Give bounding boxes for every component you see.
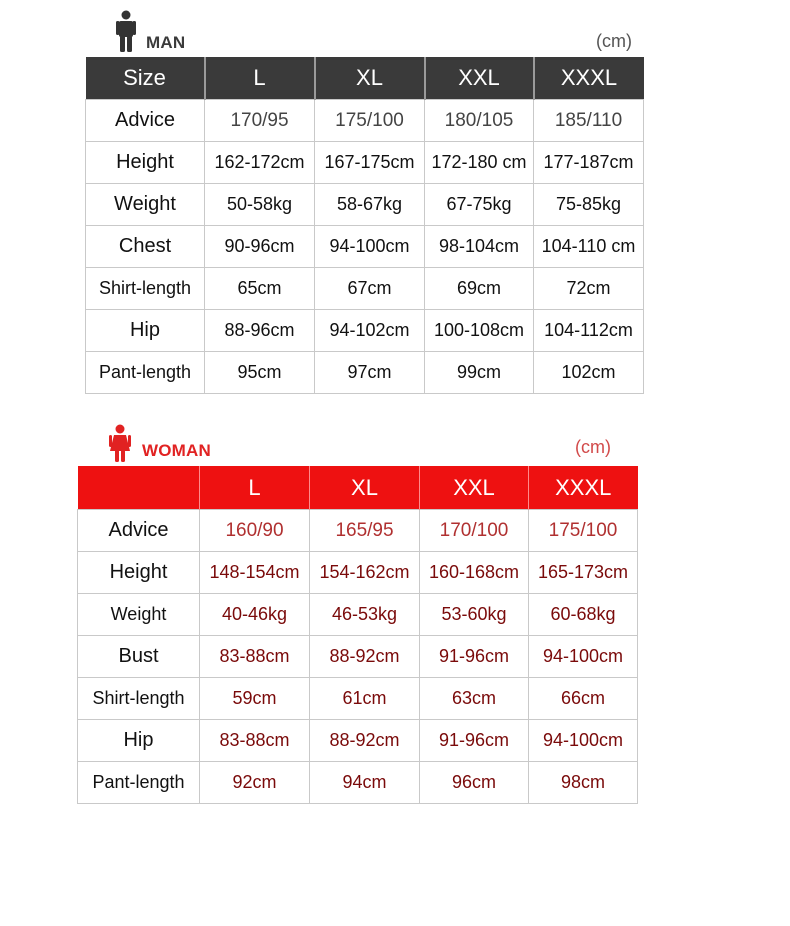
- table-row: [78, 636, 638, 678]
- man-size-table: [85, 57, 644, 394]
- table-row: [78, 510, 638, 552]
- table-cell: 50-58kg: [205, 184, 315, 226]
- table-cell: 65cm: [205, 268, 315, 310]
- table-cell: 91-96cm: [420, 720, 529, 762]
- table-cell: 92cm: [200, 762, 310, 804]
- table-cell: 66cm: [529, 678, 638, 720]
- table-cell: 160/90: [200, 510, 310, 552]
- table-cell: 61cm: [310, 678, 420, 720]
- table-cell: 83-88cm: [200, 720, 310, 762]
- table-cell: 75-85kg: [534, 184, 644, 226]
- table-cell: 58-67kg: [315, 184, 425, 226]
- row-label: Pant-length: [86, 352, 205, 394]
- row-label: Height: [86, 142, 205, 184]
- table-cell: 91-96cm: [420, 636, 529, 678]
- man-icon: [116, 10, 136, 57]
- table-row: [86, 142, 644, 184]
- table-cell: 180/105: [425, 100, 534, 142]
- table-cell: 97cm: [315, 352, 425, 394]
- table-cell: 165-173cm: [529, 552, 638, 594]
- table-cell: 172-180 cm: [425, 142, 534, 184]
- man-header-row: [86, 57, 644, 100]
- table-cell: 104-110 cm: [534, 226, 644, 268]
- man-header-xxl: XXL: [425, 57, 534, 100]
- table-row: [86, 226, 644, 268]
- table-cell: 94-100cm: [315, 226, 425, 268]
- table-cell: 46-53kg: [310, 594, 420, 636]
- table-row: [86, 352, 644, 394]
- woman-header-xxl: XXL: [420, 466, 529, 510]
- table-cell: 88-96cm: [205, 310, 315, 352]
- table-cell: 167-175cm: [315, 142, 425, 184]
- table-cell: 154-162cm: [310, 552, 420, 594]
- table-cell: 63cm: [420, 678, 529, 720]
- table-cell: 67cm: [315, 268, 425, 310]
- table-row: [86, 268, 644, 310]
- woman-header-size: [78, 466, 200, 510]
- row-label: Weight: [86, 184, 205, 226]
- woman-unit-label: (cm): [575, 437, 611, 457]
- table-cell: 170/100: [420, 510, 529, 552]
- table-cell: 165/95: [310, 510, 420, 552]
- table-row: [78, 720, 638, 762]
- table-cell: 148-154cm: [200, 552, 310, 594]
- row-label: Weight: [78, 594, 200, 636]
- table-cell: 72cm: [534, 268, 644, 310]
- row-label: Shirt-length: [78, 678, 200, 720]
- table-cell: 94cm: [310, 762, 420, 804]
- table-cell: 170/95: [205, 100, 315, 142]
- row-label: Hip: [78, 720, 200, 762]
- table-cell: 102cm: [534, 352, 644, 394]
- woman-section-title: WOMAN: [142, 441, 211, 460]
- woman-header-l: L: [200, 466, 310, 510]
- table-cell: 40-46kg: [200, 594, 310, 636]
- row-label: Bust: [78, 636, 200, 678]
- table-cell: 83-88cm: [200, 636, 310, 678]
- row-label: Pant-length: [78, 762, 200, 804]
- table-cell: 88-92cm: [310, 720, 420, 762]
- table-cell: 162-172cm: [205, 142, 315, 184]
- table-cell: 60-68kg: [529, 594, 638, 636]
- woman-header-xxxl: XXXL: [529, 466, 638, 510]
- table-cell: 104-112cm: [534, 310, 644, 352]
- table-cell: 95cm: [205, 352, 315, 394]
- woman-icon: [109, 424, 131, 467]
- table-row: [78, 552, 638, 594]
- table-cell: 94-102cm: [315, 310, 425, 352]
- table-cell: 160-168cm: [420, 552, 529, 594]
- table-cell: 98-104cm: [425, 226, 534, 268]
- table-cell: 94-100cm: [529, 720, 638, 762]
- woman-header-row: [78, 466, 638, 510]
- man-header-l: L: [205, 57, 315, 100]
- table-cell: 99cm: [425, 352, 534, 394]
- table-cell: 177-187cm: [534, 142, 644, 184]
- man-header-size: Size: [86, 57, 205, 100]
- man-header-xxxl: XXXL: [534, 57, 644, 100]
- table-cell: 96cm: [420, 762, 529, 804]
- woman-size-table: [77, 466, 638, 804]
- man-section-title: MAN: [146, 33, 186, 52]
- table-cell: 53-60kg: [420, 594, 529, 636]
- table-row: [78, 678, 638, 720]
- table-cell: 69cm: [425, 268, 534, 310]
- table-cell: 67-75kg: [425, 184, 534, 226]
- row-label: Hip: [86, 310, 205, 352]
- table-cell: 98cm: [529, 762, 638, 804]
- row-label: Advice: [78, 510, 200, 552]
- row-label: Shirt-length: [86, 268, 205, 310]
- table-cell: 175/100: [315, 100, 425, 142]
- table-cell: 90-96cm: [205, 226, 315, 268]
- table-cell: 185/110: [534, 100, 644, 142]
- table-row: [86, 310, 644, 352]
- woman-header-xl: XL: [310, 466, 420, 510]
- table-cell: 59cm: [200, 678, 310, 720]
- row-label: Height: [78, 552, 200, 594]
- row-label: Advice: [86, 100, 205, 142]
- table-row: [86, 184, 644, 226]
- table-row: [86, 100, 644, 142]
- table-cell: 88-92cm: [310, 636, 420, 678]
- table-row: [78, 762, 638, 804]
- row-label: Chest: [86, 226, 205, 268]
- table-cell: 175/100: [529, 510, 638, 552]
- table-cell: 94-100cm: [529, 636, 638, 678]
- man-unit-label: (cm): [596, 31, 632, 51]
- table-row: [78, 594, 638, 636]
- man-header-xl: XL: [315, 57, 425, 100]
- table-cell: 100-108cm: [425, 310, 534, 352]
